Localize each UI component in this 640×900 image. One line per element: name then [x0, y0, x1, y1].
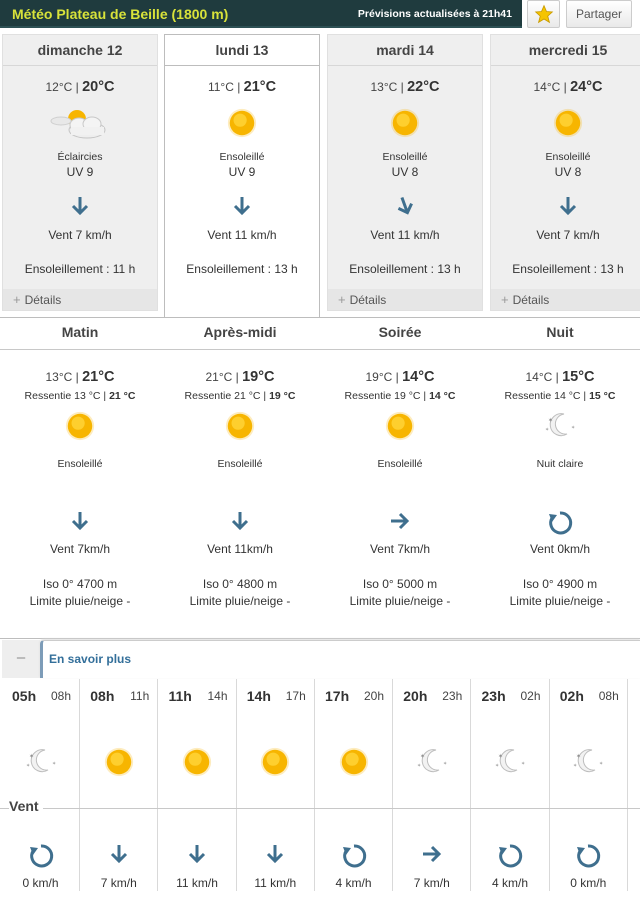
- feels-like-a: Ressentie 21 °C |: [184, 390, 270, 402]
- weather-icon: [3, 107, 157, 143]
- wind-speed: Vent 7km/h: [369, 542, 431, 556]
- temp-max: 20°C: [82, 79, 115, 95]
- sun-icon: [389, 107, 421, 139]
- wind-speed: 4 km/h: [335, 876, 372, 890]
- condition: Ensoleillé: [217, 458, 263, 470]
- condition: Nuit claire: [536, 458, 584, 470]
- svg-text:✶: ✶: [28, 754, 34, 760]
- wind-speed: 4 km/h: [491, 876, 528, 890]
- wind-arrow-icon: [69, 195, 91, 217]
- wind-direction: [160, 510, 320, 534]
- details-label: Détails: [24, 293, 62, 307]
- temp-min: 11°C: [207, 80, 234, 94]
- day-name[interactable]: mardi 14: [328, 35, 482, 66]
- svg-text:✶: ✶: [548, 418, 554, 424]
- weather-icon: [159, 746, 236, 780]
- sun-icon: [338, 746, 370, 778]
- hour-start: 14h: [246, 688, 271, 704]
- feels-like-b: 14 °C: [429, 390, 456, 402]
- uv-index: UV 9: [66, 165, 94, 179]
- feels-like-a: Ressentie 14 °C |: [504, 390, 590, 402]
- svg-text:✶: ✶: [545, 427, 550, 433]
- weather-icon: [491, 107, 640, 143]
- wind-direction: [80, 843, 157, 867]
- sunshine-hours: Ensoleillement : 13 h: [186, 262, 298, 276]
- feels-like-b: 21 °C: [109, 390, 136, 402]
- more-bar: [0, 640, 640, 678]
- period-name: Soirée: [378, 324, 422, 340]
- temp-min: 19°C: [365, 370, 393, 384]
- freezing-level: Iso 0° 5000 m: [362, 577, 438, 591]
- moon-icon: [415, 746, 449, 776]
- weather-icon: [160, 410, 320, 444]
- condition: Ensoleillé: [219, 151, 265, 163]
- wind-arrow-icon: [389, 510, 411, 532]
- weather-icon: [237, 746, 314, 780]
- period-3: [480, 318, 640, 638]
- weather-icon: [2, 746, 79, 780]
- feels-like: [160, 390, 320, 402]
- svg-text:✶: ✶: [599, 761, 604, 767]
- wind-direction: [315, 843, 392, 867]
- wind-calm-icon: [28, 843, 54, 869]
- period-panel: [0, 317, 640, 639]
- wind-direction: [3, 195, 157, 219]
- wind-arrow-icon: [186, 843, 208, 865]
- temp-max: 19°C: [242, 369, 275, 385]
- day-name[interactable]: mercredi 15: [491, 35, 640, 66]
- period-2: [320, 318, 480, 638]
- svg-text:✶: ✶: [571, 425, 576, 431]
- update-time: Prévisions actualisées à 21h41: [357, 8, 512, 20]
- wind-direction: [2, 843, 79, 867]
- svg-text:✶: ✶: [25, 763, 30, 769]
- wind-direction: [393, 843, 470, 867]
- period-0: [0, 318, 160, 638]
- temp-max: 14°C: [402, 369, 435, 385]
- moon-icon: [571, 746, 605, 776]
- temp-max: 24°C: [570, 79, 603, 95]
- freezing-level: Iso 0° 4900 m: [522, 577, 598, 591]
- details-label: Détails: [349, 293, 387, 307]
- weather-icon: [480, 410, 640, 444]
- wind-speed: Vent 7 km/h: [48, 228, 112, 242]
- sunshine-hours: Ensoleillement : 13 h: [349, 262, 461, 276]
- wind-speed: 11 km/h: [176, 876, 218, 890]
- weather-icon: [550, 746, 627, 780]
- wind-speed: Vent 11 km/h: [207, 228, 277, 242]
- sun-icon: [103, 746, 135, 778]
- moon-icon: [493, 746, 527, 776]
- hour-end: 02h: [520, 689, 541, 703]
- weather-icon: [320, 410, 480, 444]
- sunshine-hours: Ensoleillement : 11 h: [24, 262, 136, 276]
- wind-arrow-icon: [229, 510, 251, 532]
- hour-slot: [315, 679, 393, 891]
- wind-direction: [237, 843, 314, 867]
- hour-start: 20h: [403, 688, 428, 704]
- sun-icon: [259, 746, 291, 778]
- wind-speed: Vent 7 km/h: [536, 228, 600, 242]
- hour-start: 08h: [90, 688, 115, 704]
- wind-direction: [159, 843, 236, 867]
- details-link[interactable]: [3, 289, 157, 310]
- plus-icon: +: [501, 292, 509, 307]
- wind-calm-icon: [497, 843, 523, 869]
- wind-direction: [320, 510, 480, 534]
- wind-direction: [0, 510, 160, 534]
- wind-arrow-icon: [108, 843, 130, 865]
- wind-speed: Vent 0km/h: [529, 542, 591, 556]
- title-bar: [0, 0, 522, 28]
- favorite-button[interactable]: [527, 0, 560, 28]
- hour-start: 23h: [481, 688, 506, 704]
- hour-end: 23h: [442, 689, 463, 703]
- wind-arrow-icon: [394, 195, 416, 217]
- hour-start: 17h: [325, 688, 350, 704]
- details-label: Détails: [512, 293, 550, 307]
- wind-arrow-icon: [421, 843, 443, 865]
- period-temps: 21°C | 19°C: [205, 369, 275, 385]
- day-column-3[interactable]: [490, 34, 640, 311]
- hour-end: 20h: [363, 689, 384, 703]
- sun-icon: [181, 746, 213, 778]
- period-name: Nuit: [546, 324, 574, 340]
- feels-like-b: 15 °C: [589, 390, 616, 402]
- temp-max: 21°C: [82, 369, 115, 385]
- details-link[interactable]: [491, 289, 640, 310]
- wind-speed: Vent 7km/h: [49, 542, 111, 556]
- hour-slot: [550, 679, 628, 891]
- details-link[interactable]: [328, 289, 482, 310]
- rain-snow-limit: Limite pluie/neige -: [189, 594, 291, 608]
- temp-max: 15°C: [562, 369, 595, 385]
- svg-text:✶: ✶: [419, 754, 425, 760]
- day-column-2[interactable]: [327, 34, 483, 311]
- svg-text:✶: ✶: [576, 754, 582, 760]
- weather-icon: [472, 746, 549, 780]
- plus-icon: +: [13, 292, 21, 307]
- sunshine-hours: Ensoleillement : 13 h: [512, 262, 624, 276]
- wind-speed: 0 km/h: [570, 876, 607, 890]
- rain-snow-limit: Limite pluie/neige -: [509, 594, 611, 608]
- uv-index: UV 9: [228, 165, 256, 179]
- plus-icon: +: [338, 292, 346, 307]
- moon-icon: [543, 410, 577, 440]
- temp-min: 21°C: [205, 370, 233, 384]
- hour-start: 05h: [12, 688, 37, 704]
- feels-like-a: Ressentie 13 °C |: [24, 390, 110, 402]
- feels-like-a: Ressentie 19 °C |: [344, 390, 430, 402]
- hour-slot: [472, 679, 550, 891]
- weather-icon: [0, 410, 160, 444]
- temp-min: 12°C: [45, 80, 73, 94]
- freezing-level: Iso 0° 4800 m: [202, 577, 278, 591]
- wind-speed: Vent 11 km/h: [370, 228, 440, 242]
- condition: Éclaircies: [57, 151, 103, 163]
- svg-text:✶: ✶: [442, 761, 447, 767]
- wind-arrow-icon: [264, 843, 286, 865]
- rain-snow-limit: Limite pluie/neige -: [29, 594, 131, 608]
- wind-label: Vent: [9, 798, 43, 814]
- hour-slot: [237, 679, 315, 891]
- weather-icon: [393, 746, 470, 780]
- condition: Ensoleillé: [545, 151, 591, 163]
- svg-text:✶: ✶: [498, 754, 504, 760]
- freezing-level: Iso 0° 4700 m: [42, 577, 118, 591]
- feels-like: [0, 390, 160, 402]
- hour-end: 14h: [207, 689, 228, 703]
- hour-slot: [393, 679, 471, 891]
- condition: Ensoleillé: [57, 458, 103, 470]
- feels-like-b: 19 °C: [269, 390, 296, 402]
- day-temps: 11°C | 21°C: [207, 79, 277, 95]
- header: [0, 0, 640, 30]
- wind-arrow-icon: [69, 510, 91, 532]
- more-link[interactable]: En savoir plus: [49, 652, 132, 666]
- hour-slot: [159, 679, 237, 891]
- wind-calm-icon: [341, 843, 367, 869]
- hour-end: 08h: [598, 689, 619, 703]
- day-name[interactable]: lundi 13: [165, 35, 319, 66]
- day-temps: 14°C | 24°C: [533, 79, 603, 95]
- wind-direction: [472, 843, 549, 867]
- day-temps: 12°C | 20°C: [45, 79, 115, 95]
- weather-icon: [315, 746, 392, 780]
- day-column-0[interactable]: [2, 34, 158, 311]
- wind-direction: [491, 195, 640, 219]
- hour-end: 11h: [130, 689, 150, 703]
- wind-calm-icon: [547, 510, 573, 536]
- temp-min: 14°C: [525, 370, 553, 384]
- sun-icon: [224, 410, 256, 442]
- condition: Ensoleillé: [377, 458, 423, 470]
- period-name: Matin: [61, 324, 99, 340]
- wind-direction: [480, 510, 640, 534]
- svg-text:✶: ✶: [521, 761, 526, 767]
- rain-snow-limit: Limite pluie/neige -: [349, 594, 451, 608]
- hour-end: 17h: [285, 689, 306, 703]
- period-name: Après-midi: [203, 324, 277, 340]
- star-icon: [534, 4, 554, 24]
- day-name[interactable]: dimanche 12: [3, 35, 157, 66]
- temp-max: 22°C: [407, 79, 440, 95]
- wind-direction: [550, 843, 627, 867]
- sun-icon: [384, 410, 416, 442]
- weather-icon: [80, 746, 157, 780]
- wind-speed: 7 km/h: [100, 876, 137, 890]
- temp-min: 14°C: [533, 80, 561, 94]
- feels-like: [480, 390, 640, 402]
- hour-end: 08h: [50, 689, 71, 703]
- hourly-forecast: [0, 679, 640, 900]
- weather-icon: [165, 107, 319, 143]
- wind-direction: [165, 195, 319, 219]
- wind-arrow-icon: [231, 195, 253, 217]
- share-button[interactable]: Partager: [566, 0, 632, 28]
- uv-index: UV 8: [554, 165, 582, 179]
- moon-icon: [24, 746, 58, 776]
- period-temps: 19°C | 14°C: [365, 369, 435, 385]
- wind-calm-icon: [575, 843, 601, 869]
- day-temps: 13°C | 22°C: [370, 79, 440, 95]
- wind-arrow-icon: [557, 195, 579, 217]
- feels-like: [320, 390, 480, 402]
- weather-icon: [328, 107, 482, 143]
- sun-icon: [226, 107, 258, 139]
- uv-index: UV 8: [391, 165, 419, 179]
- svg-text:✶: ✶: [573, 763, 578, 769]
- hour-slot: [80, 679, 158, 891]
- page-title: Météo Plateau de Beille (1800 m): [12, 6, 229, 22]
- wind-speed: 0 km/h: [22, 876, 59, 890]
- day-column-1[interactable]: [164, 34, 320, 317]
- hour-slot: [2, 679, 80, 891]
- wind-separator: [0, 808, 640, 809]
- sun-icon: [552, 107, 584, 139]
- period-1: [160, 318, 320, 638]
- wind-speed: Vent 11km/h: [207, 542, 273, 556]
- condition: Ensoleillé: [382, 151, 428, 163]
- collapse-button[interactable]: –: [2, 640, 40, 678]
- sun-icon: [64, 410, 96, 442]
- temp-min: 13°C: [45, 370, 73, 384]
- partly-cloudy-icon: [47, 107, 113, 141]
- hour-start: 11h: [168, 688, 192, 704]
- temp-min: 13°C: [370, 80, 398, 94]
- svg-text:✶: ✶: [416, 763, 421, 769]
- temp-max: 21°C: [243, 79, 277, 95]
- hour-start: 02h: [559, 688, 584, 704]
- period-temps: 14°C | 15°C: [525, 369, 595, 385]
- period-temps: 13°C | 21°C: [45, 369, 115, 385]
- svg-text:✶: ✶: [51, 761, 56, 767]
- wind-direction: [328, 195, 482, 219]
- wind-speed: 7 km/h: [413, 876, 450, 890]
- wind-speed: 11 km/h: [254, 876, 297, 890]
- svg-text:✶: ✶: [495, 763, 500, 769]
